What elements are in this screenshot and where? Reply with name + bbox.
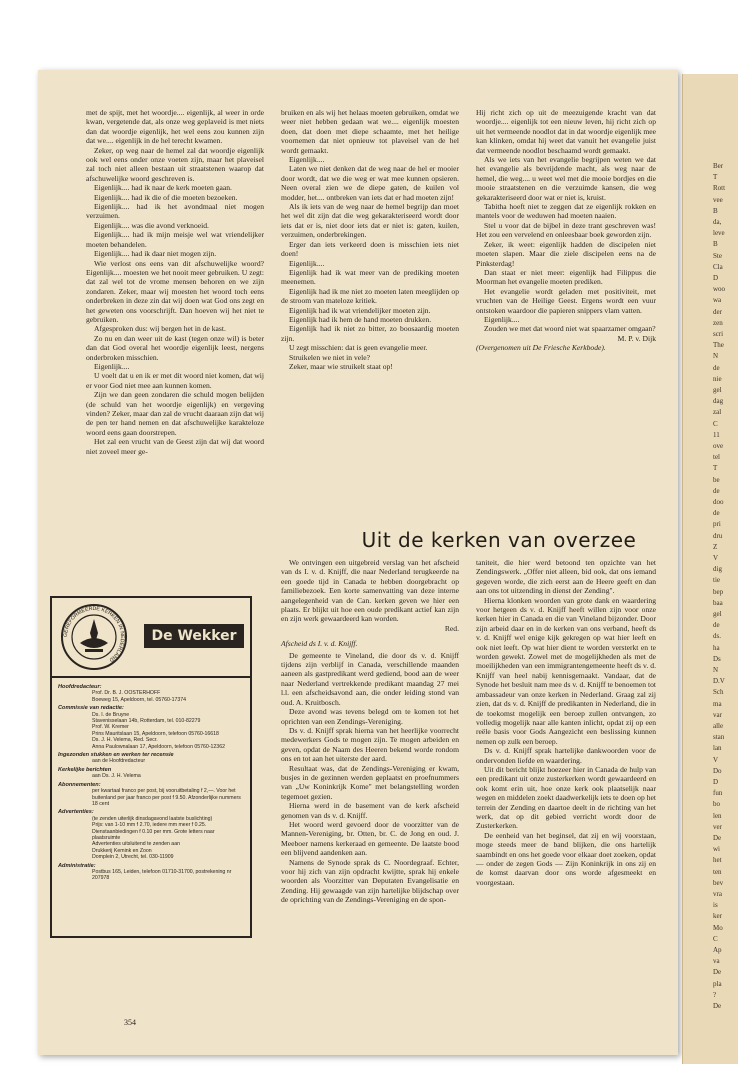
masthead-label: Kerkelijke berichten <box>58 766 112 773</box>
author-signature: M. P. v. Dijk <box>617 333 656 343</box>
adjacent-text-fragment: dig <box>713 565 722 574</box>
brand-title: De Wekker <box>144 624 244 648</box>
paragraph: Eigenlijk had ik me niet zo moeten laten meeglijden op de stroom van mateloze kritiek. <box>281 286 459 306</box>
adjacent-text-fragment: ten <box>713 867 722 876</box>
adjacent-text-fragment: D <box>713 274 719 282</box>
adjacent-text-fragment: bo <box>713 800 720 809</box>
masthead-line: Boeweg 15, Apeldoorn, tel. 05760-17374 <box>92 696 187 703</box>
adjacent-text-fragment: Ap <box>713 946 722 954</box>
masthead-line: (te zenden uiterlijk dinsdagavond laatste buslichting) <box>92 815 213 822</box>
paragraph: Afgesproken dus: wij bergen het in de kast. <box>94 324 226 334</box>
adjacent-text-fragment: tel <box>713 453 720 462</box>
adjacent-text-fragment: Z <box>713 542 718 551</box>
masthead-label: Advertenties: <box>58 809 94 816</box>
adjacent-text-fragment: zen <box>713 318 723 327</box>
paragraph: Eigenlijk.... <box>289 155 325 165</box>
masthead-line: Advertenties uitsluitend te zenden aan <box>92 841 180 848</box>
adjacent-text-fragment: T <box>713 173 718 182</box>
paragraph: Wie verlost ons eens van dit afschuwelijke woord? Eigenlijk.... moesten we het nooit meer gebruiken. U zegt: dat zal wel tot de vrome mensen behoren en we zijn zondaren. Zeker, maar wij moesten het woord toch eens onderbreken in deze zin dat wij doen wat God ons zegt en het geweten ons voorschrijft. Dan hoeven wij het niet te gebruiken. <box>86 258 264 324</box>
column-2 <box>281 108 459 371</box>
adjacent-text-fragment: Ds <box>713 654 721 663</box>
paragraph: Zeker, ik weet: eigenlijk hadden de discipelen niet moeten slapen. Maar die ziele discipelen eens na de Pinksterdag! <box>476 239 656 268</box>
adjacent-text-fragment: pla <box>713 979 722 988</box>
masthead-line: Prof. W. Kremer <box>92 724 129 731</box>
adjacent-text-fragment: 11 <box>713 430 720 439</box>
paragraph: Eigenlijk.... had ik naar de kerk moeten gaan. <box>94 183 232 193</box>
paragraph: Zo nu en dan weer uit de kast (tegen onze wil) is beter dan dat God overal het woordje eigenlijk leest, nergens onderbroken misschien. <box>86 333 264 362</box>
source-note: (Overgenomen uit De Friesche Kerkbode). <box>476 343 606 353</box>
editor-signature: Red. <box>444 623 459 633</box>
paragraph: Hierna klonken woorden van grote dank en waardering voor hetgeen ds v. d. Knijff heeft willen zijn voor onze kerken hier in Canada en die van Vineland bijzonder. Door zijn arbeid daar en in de kerken van ons verband, heeft ds v. d. Knijff wel enige kijk gekregen op wat hier leeft en ook niet leeft. Op wat hier dient te worden versterkt en te worden gewekt. Zowel met de mogelijkheden als met de moeilijkheden van een immigrantengemeente heeft ds v. d. Knijff van heel nabij kennisgemaakt. Vandaar, dat de Synode het besluit nam mee ds v. d. Knijff te benoemen tot ambassadeur van onze kerken in Nederland. Graag zal zij zien, dat ds v. d. Knijff de predikanten in Nederland, die in de toekomst mogelijk een beroep zullen ontvangen, zo volledig mogelijk naar alle kanten inlicht, opdat zij op een reële basis voor Gods Aangezicht een beslissing kunnen nemen op zulk een beroep. <box>476 595 656 746</box>
paragraph: Eigenlijk had ik hem de hand moeten drukken. <box>289 314 432 324</box>
adjacent-text-fragment: len <box>713 811 722 820</box>
paragraph: Eigenlijk.... had ik het avondmaal niet mogen verzuimen. <box>86 202 264 221</box>
masthead-label: Hoofdredacteur: <box>58 684 102 690</box>
paragraph: Erger dan iets verkeerd doen is misschien iets niet doen! <box>281 239 459 259</box>
adjacent-text-fragment: tie <box>713 576 720 585</box>
adjacent-text-fragment: Do <box>713 766 722 775</box>
adjacent-text-fragment: de <box>713 509 720 518</box>
svg-text:GEREFORMEERDE KERKEN IN NEDERL: GEREFORMEERDE KERKEN IN NEDERLAND <box>62 605 126 663</box>
adjacent-text-fragment: Ber <box>713 162 724 170</box>
paragraph: Laten we niet denken dat de weg naar de hel er mooier door wordt, dat we die weg er wat mee kunnen opsieren. Neen overal zien we de diepe gaten, de kuilen vol modder, het.... ontbreken van iets dat er had moeten zijn! <box>281 164 459 202</box>
paragraph: Tabitha hoeft niet te zeggen dat ze eigenlijk rokken en mantels voor de weduwen had moeten naaien. <box>476 202 656 221</box>
masthead-line: aan de Hoofdredacteur <box>92 758 146 765</box>
paragraph: Eigenlijk.... <box>484 314 520 324</box>
adjacent-text-fragment: woo <box>713 285 726 294</box>
adjacent-text-fragment: gel <box>713 610 722 618</box>
masthead-label: Commissie van redactie: <box>58 705 124 712</box>
adjacent-text-fragment: The <box>713 341 724 350</box>
paragraph: Hij richt zich op uit de meezuigende kracht van dat woordje.... eigenlijk tot een nieuw leven, hij richt zich op uit het vermeende noodlot dat in dat woordje eigenlijk mee kan klinken, omdat hij weet dat vanuit het evangelie juist dat vermeende noodlot beschaamd wordt gemaakt. <box>476 108 656 155</box>
adjacent-text-fragment: Cla <box>713 262 723 271</box>
masthead-details <box>52 678 250 882</box>
paragraph: Eigenlijk.... had ik mijn meisje wel wat vriendelijker moeten behandelen. <box>86 230 264 249</box>
adjacent-text-fragment: bep <box>713 587 724 596</box>
adjacent-text-fragment: fun <box>713 789 723 798</box>
paragraph: Dan staat er niet meer: eigenlijk had Filippus die Moorman het evangelie moeten prediken. <box>476 267 656 287</box>
adjacent-text-fragment: be <box>713 475 720 484</box>
paragraph: Ds v. d. Knijff sprak hartelijke dankwoorden voor de ondervonden liefde en waardering. <box>476 746 656 765</box>
adjacent-text-fragment: dru <box>713 531 723 540</box>
masthead-line: Prins Mauritslaan 15, Apeldoorn, telefoon 05760-16618 <box>92 730 219 737</box>
adjacent-text-fragment: V <box>713 755 719 764</box>
adjacent-text-fragment: B <box>713 240 718 249</box>
paragraph: Als we iets van het evangelie begrijpen weten we dat het evangelie als bevrijdende macht, als weg naar de hemel, die weg.... u weet wel met die mooie bordjes en die mooie straatstenen en die verzuimde kansen, die weg gekarakteriseerd door wat er niet is, kruist. <box>476 155 656 202</box>
adjacent-text-fragment: de <box>713 363 720 372</box>
adjacent-text-fragment: vee <box>713 195 723 204</box>
paragraph: Eigenlijk.... <box>94 361 130 371</box>
masthead-line: Ds. J. H. Velema, Red. Secr. <box>92 737 158 744</box>
adjacent-text-fragment: de <box>713 486 720 495</box>
adjacent-text-fragment: ha <box>713 643 720 652</box>
intro-paragraph: We ontvingen een uitgebreid verslag van het afscheid van ds I. v. d. Knijff, die naar Nederland terugkeerde na een goede tijd in Canada te hebben doorgebracht op familiebezoek. Een korte samenvatting van deze interne aangelegenheid van de Can. kerken geven we hier een plaats. Er blijkt uit hoe een oude predikant actief kan zijn en zijn werk gewaardeerd kan worden. <box>281 558 459 624</box>
adjacent-text-fragment: ma <box>713 699 722 708</box>
paragraph: Namens de Synode sprak ds C. Noordegraaf. Echter, voor hij zich van zijn opdracht kwijtte, sprak hij enkele woorden als Voorzitter van Deputaten Evangelisatie en Zending. Hij gewaagde van zijn hartelijke blijdschap over de oprichting van de Zendings-Vereniging en de spon- <box>281 857 459 905</box>
adjacent-text-fragment: wa <box>713 296 722 305</box>
paragraph: Eigenlijk had ik wat vriendelijker moeten zijn. <box>289 305 431 315</box>
adjacent-text-fragment: De <box>713 834 722 842</box>
masthead-line: Drukkerij Kemink en Zoon <box>92 847 152 854</box>
adjacent-text-fragment: Ste <box>713 251 722 260</box>
paragraph: Ds v. d. Knijff sprak hierna van het heerlijke voorrecht medewerkers Gods te mogen zijn. Te mogen arbeiden en geven, opdat de Naam des Heeren bekend worde rondom ons en tot aan het uiterste der aard. <box>281 725 459 764</box>
paragraph: Het woord werd gevoerd door de voorzitter van de Mannen-Vereniging, br. Otten, br. C. de Jong en oud. J. Meeboer namens kerkeraad en gemeente. De laatste bood een blijvend aandenken aan. <box>281 819 459 858</box>
masthead-line: Postbus 165, Leiden, telefoon 01710-31700, postrekening nr 207978 <box>92 868 232 882</box>
paragraph: Zeker, maar wie struikelt staat op! <box>289 361 393 371</box>
adjacent-text-fragment: der <box>713 307 722 316</box>
adjacent-text-fragment: ver <box>713 822 722 831</box>
adjacent-text-fragment: ? <box>713 990 717 999</box>
adjacent-text-fragment: B <box>713 206 718 215</box>
paragraph: U zegt misschien: dat is geen evangelie meer. <box>289 343 428 353</box>
paragraph: bruiken en als wij het helaas moeten gebruiken, omdat we weer niet hebben gedaan wat we.... eigenlijk moesten doen, dat doen met diepe schaamte, met het heilige voornemen dat niet opnieuw tot plaveisel van de hel wordt gemaakt. <box>281 108 459 155</box>
adjacent-text-fragment: D.V <box>713 677 725 686</box>
paragraph: Het evangelie wordt geladen met positiviteit, met vruchten van de Heilige Geest. Ergens wordt een vuur ontstoken waardoor die papieren snippers vlam vatten. <box>476 286 656 315</box>
paragraph: Resultaat was, dat de Zendings-Vereniging er kwam, busjes in de gezinnen werden geplaatst en proefnummers van „Uw Koninkrijk Kome" met belangstelling worden tegemoet gezien. <box>281 763 459 801</box>
masthead-line: Anna Paulownalaan 17, Apeldoorn, telefoon 05760-12362 <box>92 743 225 750</box>
adjacent-text-fragment: V <box>713 554 719 562</box>
paragraph: Eigenlijk.... had ik daar niet mogen zijn. <box>94 249 217 259</box>
adjacent-text-fragment: het <box>713 856 722 865</box>
adjacent-text-fragment: scri <box>713 330 724 338</box>
lower-column-2 <box>476 558 656 887</box>
paragraph: met de spijt, met het woordje.... eigenlijk, al weer in orde kwan, vergetende dat, als onze weg geplaveid is met niets dan dat woordje eigenlijk, het wel eens zou kunnen zijn dat we.... eigenlijk in de hel terecht kwamen. <box>86 108 264 146</box>
adjacent-text-fragment: da, <box>713 218 722 226</box>
masthead-line: Prijs: van 1-10 mm f 2.70, iedere mm meer f 0.25. Dienstaanbiedingen f 0.10 per mm. Grote letters naar plaatsruimte <box>92 822 215 841</box>
adjacent-text-fragment: lan <box>713 744 722 753</box>
adjacent-text-fragment: leve <box>713 229 725 238</box>
page-number: 354 <box>124 1018 136 1027</box>
paragraph: taniteit, die hier werd betoond ten opzichte van het Zendingswerk. „Offer niet alleen, bid ook, dat ons iemand gegeven worde, die zich eerst aan de Heere geeft en dan aan ons tot uitzending in dienst der Zending". <box>476 558 656 596</box>
adjacent-text-fragment: wi <box>713 845 720 854</box>
masthead-label: Administratie: <box>58 862 96 869</box>
paragraph: Hierna werd in de basement van de kerk afscheid genomen van ds v. d. Knijff. <box>281 801 459 820</box>
adjacent-text-fragment: C <box>713 419 718 428</box>
masthead-line: Ds. I. de Bruyne <box>92 711 130 718</box>
adjacent-text-fragment: De <box>713 968 722 977</box>
section-title: Uit de kerken van overzee <box>361 528 637 552</box>
paragraph: Eigenlijk had ik wat meer van de prediking moeten meenemen. <box>281 267 459 287</box>
adjacent-text-fragment: vra <box>713 890 722 898</box>
adjacent-text-fragment: alle <box>713 722 724 730</box>
adjacent-text-fragment: de <box>713 621 720 630</box>
paragraph: U voelt dat u en ik er met dit woord niet komen, dat wij er voor God niet mee aan kunnen komen. <box>86 371 264 390</box>
paragraph: Zijn we dan geen zondaren die schuld mogen belijden (de schuld van het woordje eigenlijk) en vergeving vinden? Zeker, maar dan zal de vrucht daaraan zijn dat wij de pen ter hand nemen en dat afschuwelijke karakteloze woord eens gaan doorstrepen. <box>86 390 264 437</box>
adjacent-text-fragment: pri <box>713 520 721 529</box>
column-3 <box>476 108 656 353</box>
subheading: Afscheid ds I. v. d. Knijff. <box>281 639 358 649</box>
adjacent-page-edge <box>682 74 738 1064</box>
lower-column-1 <box>281 558 459 905</box>
church-seal-icon <box>60 603 128 671</box>
adjacent-text-fragment: var <box>713 710 722 719</box>
adjacent-text-fragment: T <box>713 464 718 473</box>
paragraph: Stel u voor dat de bijbel in deze trant geschreven was! Het zou een vervelend en onleesbaar boek geworden zijn. <box>476 220 656 240</box>
adjacent-text-fragment: stan <box>713 733 725 742</box>
adjacent-text-fragment: Rott <box>713 184 726 193</box>
adjacent-text-fragment: Mo <box>713 923 723 932</box>
adjacent-text-fragment: zal <box>713 408 722 417</box>
adjacent-text-fragment: N <box>713 352 719 361</box>
column-1 <box>86 108 264 456</box>
adjacent-text-fragment: doo <box>713 498 724 506</box>
masthead-label: Abonnementen: <box>58 781 101 788</box>
paragraph: Deze avond was tevens belegd om te komen tot het oprichten van een Zendings-Vereniging. <box>281 707 459 726</box>
masthead-header <box>52 598 250 678</box>
adjacent-text-fragment: Sch <box>713 688 724 697</box>
paragraph: Zouden we met dat woord niet wat spaarzamer omgaan? <box>484 324 656 334</box>
adjacent-text-fragment: baa <box>713 598 723 607</box>
adjacent-text-fragment: ker <box>713 912 722 921</box>
adjacent-text-fragment: gel <box>713 386 722 394</box>
paragraph: Eigenlijk had ik niet zo bitter, zo boosaardig moeten zijn. <box>281 324 459 343</box>
adjacent-text-fragment: va <box>713 957 720 966</box>
masthead-line: Prof. Dr. B. J. OOSTERHOFF <box>92 690 161 697</box>
paragraph: Eigenlijk.... <box>289 258 325 268</box>
adjacent-text-fragment: is <box>713 901 718 910</box>
adjacent-text-fragment: ds. <box>713 632 721 641</box>
paragraph: Het zal een vrucht van de Geest zijn dat wij dat woord niet zoveel meer ge- <box>86 437 264 456</box>
adjacent-text-fragment: C <box>713 934 718 943</box>
adjacent-text-fragment: ove <box>713 442 724 450</box>
adjacent-text-fragment: N <box>713 666 719 674</box>
masthead-line: Stavenisselaan 14b, Rotterdam, tel. 010-82279 <box>92 718 201 725</box>
adjacent-text-fragment: bev <box>713 878 724 887</box>
paragraph: Eigenlijk.... was die avond verknoeid. <box>94 220 209 230</box>
adjacent-text-fragment: dag <box>713 397 724 406</box>
paragraph: Zeker, op weg naar de hemel zal dat woordje eigenlijk ook wel eens onder onze voeten zijn, maar het plaveisel zal toch niet alleen bestaan uit straatstenen waarop dat afschuwelijke woord geschreven is. <box>86 145 264 183</box>
masthead-box <box>50 596 252 938</box>
paragraph: Eigenlijk.... had ik die of die moeten bezoeken. <box>94 192 238 202</box>
adjacent-text-fragment: nie <box>713 374 722 383</box>
adjacent-text-fragment: De <box>713 1002 722 1010</box>
paragraph: Uit dit bericht blijkt hoezeer hier in Canada de hulp van een predikant uit onze zusterkerken wordt gewaardeerd en ook komt erin uit, hoe onze kerk ook plaatselijk naar wegen en middelen zoekt daadwerkelijk iets te doen op het terrein der Zending en daartoe deelt in de richting van het werk, dat op dit gebied verricht wordt door de Zusterkerken. <box>476 764 656 831</box>
masthead-line: aan Ds. J. H. Velema <box>92 773 141 780</box>
masthead-line: Domplein 2, Utrecht, tel. 030-11909 <box>92 854 174 861</box>
masthead-label: Ingezonden stukken en werken ter recensie <box>58 752 174 759</box>
paragraph: De gemeente te Vineland, die door ds v. d. Knijff tijdens zijn verblijf in Canada, verschillende maanden aaneen als gastpredikant werd gediend, bood aan de weer naar Nederland vertrekkende predikant maandag 27 mei l.l. een afscheidsavond aan, die onder leiding stond van oud. A. Kruitbosch. <box>281 650 459 707</box>
paragraph: Als ik iets van de weg naar de hemel begrijp dan moet het wel dit zijn dat die weg gekarakteriseerd wordt door iets dat er is, niet door iets dat er niet is: gaten, kuilen, verzuimen, onderbrekingen. <box>281 202 459 240</box>
adjacent-text-fragment: D <box>713 778 719 786</box>
masthead-line: per kwartaal franco per post, bij vooruitbetaling f 2,—. Voor het buitenland per jaar franco per post f 9.50. Afzonderlijke nummers 18 cent <box>92 788 241 807</box>
paragraph: Struikelen we niet in vele? <box>289 352 370 362</box>
paragraph: De eenheid van het beginsel, dat zij en wij voorstaan, moge steeds meer de band blijken, die ons hartelijk saambindt en ons het goede voor elkaar doet zoeken, opdat — onder de zegen Gods — Zijn Koninkrijk in ons zij en de komst daarvan door ons worde afgesmeekt en voorgestaan. <box>476 830 656 887</box>
